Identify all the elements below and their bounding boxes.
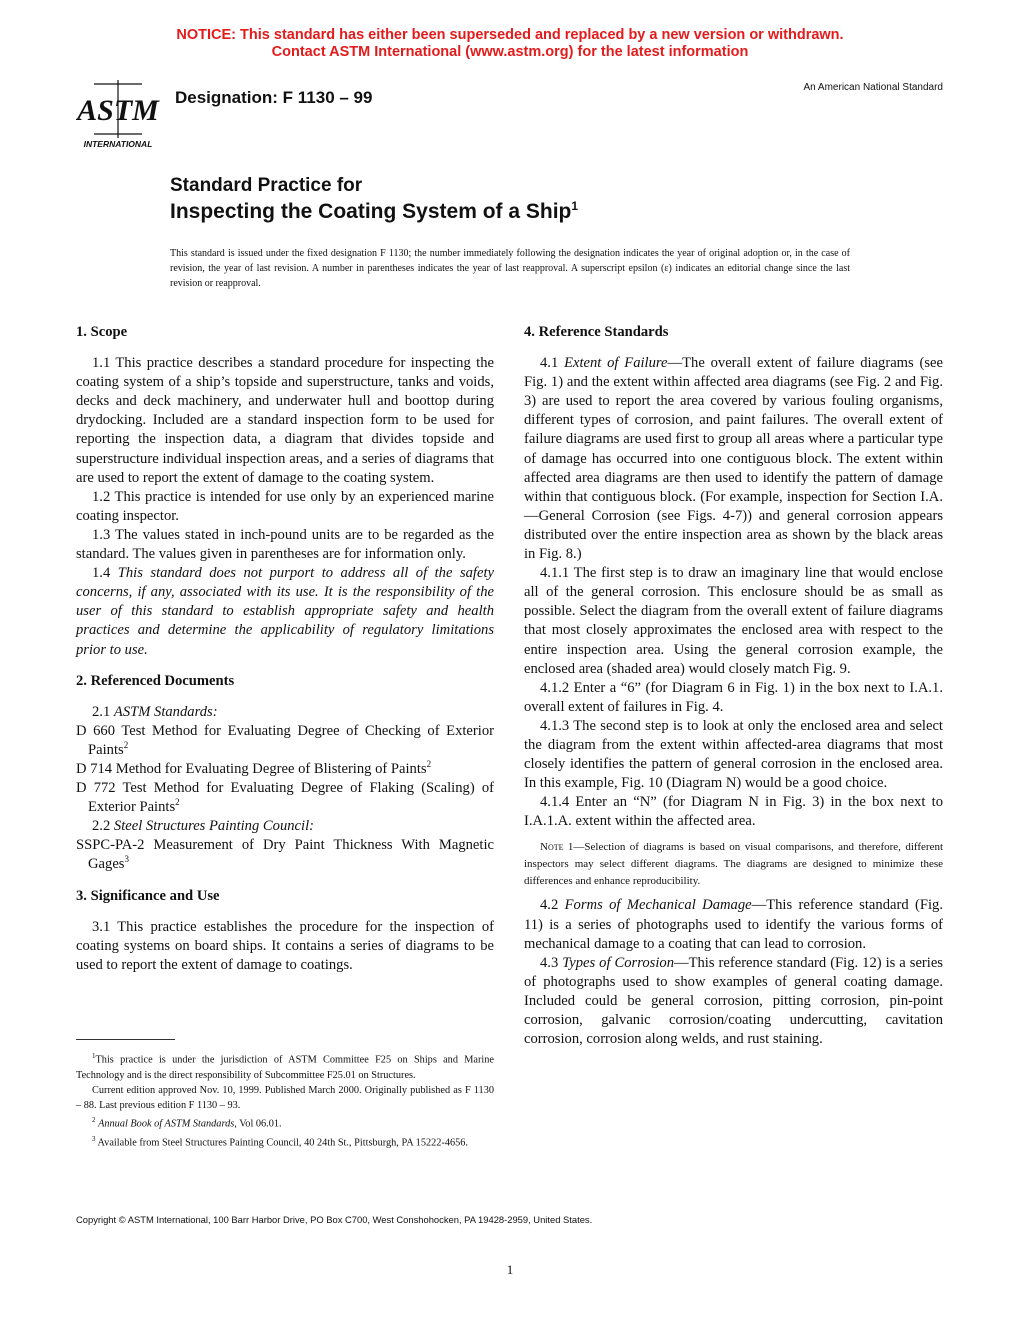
para-1-4-num: 1.4	[92, 565, 111, 582]
title-footnote-ref: 1	[571, 199, 579, 213]
note-1-label: Note 1	[540, 841, 574, 854]
sspc-label: Steel Structures Painting Council:	[113, 818, 315, 835]
para-4-1-2: 4.1.2 Enter a “6” (for Diagram 6 in Fig. 1) in the box next to I.A.1. overall extent of failures in Fig. 4.	[524, 679, 943, 715]
footnote-2-label: Annual Book of ASTM Standards	[98, 1118, 235, 1130]
section-3-heading: 3. Significance and Use	[76, 887, 220, 904]
para-1-3: 1.3 The values stated in inch-pound units are to be regarded as the standard. The values given in parentheses are for information only.	[76, 526, 494, 563]
footnote-2-text: , Vol 06.01.	[234, 1118, 282, 1130]
reference-d772-text: D 772 Test Method for Evaluating Degree of Flaking (Scaling) of Exterior Paints	[76, 780, 494, 816]
astm-logo-icon	[76, 76, 160, 150]
para-2-1-num: 2.1	[92, 703, 111, 720]
para-4-1-text: —The overall extent of failure diagrams (see Fig. 1) and the extent within affected area diagrams (see Fig. 2 and Fig. 3) are used to report the area covered by various fouling organisms, different types of corrosion, and paint failures. The overall extent of failure diagrams are used first to group all areas where a particular type of damage has occurred into one contiguous block. The extent within affected area diagrams are then used to identify the pattern of damage within that contiguous block. (For example, inspection for Section I.A.—General Corrosion (see Figs. 4-7)) and general corrosion appears distributed over the entire inspection area as shown by the black areas in Fig. 8.)	[524, 355, 944, 563]
american-national-standard-label: An American National Standard	[803, 82, 943, 93]
para-4-3-num: 4.3	[540, 954, 559, 971]
reference-d660-sup: 2	[123, 740, 129, 751]
reference-d714-text: D 714 Method for Evaluating Degree of Blistering of Paints	[76, 760, 427, 777]
footnotes	[76, 1049, 494, 1150]
para-4-2	[524, 896, 943, 953]
title-text: Inspecting the Coating System of a Ship	[170, 200, 572, 223]
para-4-2-num: 4.2	[540, 897, 559, 914]
reference-d714-sup: 2	[426, 759, 432, 770]
right-column	[524, 323, 943, 1049]
para-1-4-text: This standard does not purport to address all of the safety concerns, if any, associated with its use. It is the responsibility of the user of this standard to establish appropriate safety and health practices and determine the applicability of regulatory limitations prior to use.	[76, 565, 494, 658]
section-2-heading: 2. Referenced Documents	[76, 672, 235, 689]
para-1-2: 1.2 This practice is intended for use only by an experienced marine coating inspector.	[76, 488, 494, 524]
para-4-1-num: 4.1	[540, 355, 559, 372]
reference-d772-sup: 2	[175, 797, 180, 808]
para-2-2	[76, 817, 494, 836]
reference-sspc-pa2-sup: 3	[124, 854, 129, 865]
notice-line-2: Contact ASTM International (www.astm.org) for the latest information	[271, 44, 749, 60]
reference-sspc-pa2	[76, 836, 494, 874]
footnote-1	[76, 1049, 494, 1083]
note-1-text: —Selection of diagrams is based on visual comparisons, and therefore, different inspectors may select different diagrams. The diagrams are designed to minimize these differences and enhance reproducibility.	[524, 841, 944, 888]
para-4-3	[524, 954, 943, 1049]
logo-text: ASTM	[77, 94, 159, 127]
footnote-3-marker: 3	[92, 1134, 96, 1143]
reference-sspc-pa2-text: SSPC-PA-2 Measurement of Dry Paint Thickness With Magnetic Gages	[76, 837, 494, 873]
para-2-2-num: 2.2	[92, 818, 111, 835]
footnote-divider	[76, 1039, 175, 1040]
para-1-4	[76, 564, 494, 659]
para-1-1: 1.1 This practice describes a standard procedure for inspecting the coating system of a ship’s topside and superstructure, tanks and voids, decks and deck machinery, and underwater hull and boottop during drydocking. Included are a standard inspection form to be used for reporting the inspection data, a diagram that divides topside and superstructure individual inspection areas, and a series of diagrams that are used to report the extent of damage to the coating system.	[76, 355, 494, 486]
notice-line-1: NOTICE: This standard has either been superseded and replaced by a new version or withdrawn.	[176, 27, 844, 43]
types-of-corrosion-label: Types of Corrosion	[562, 954, 674, 971]
para-4-1	[524, 354, 943, 564]
para-4-1-4: 4.1.4 Enter an “N” (for Diagram N in Fig. 3) in the box next to I.A.1.A. extent within the affected area.	[524, 794, 943, 830]
copyright: Copyright © ASTM International, 100 Barr Harbor Drive, PO Box C700, West Conshohocken, PA 19428-2959, United States.	[76, 1214, 593, 1225]
reference-d660	[76, 722, 494, 760]
reference-d772	[76, 779, 494, 817]
extent-of-failure-label: Extent of Failure	[564, 355, 668, 372]
footnote-3	[76, 1132, 494, 1151]
footnote-2	[76, 1113, 494, 1132]
para-4-3-text: —This reference standard (Fig. 12) is a series of photographs used to show examples of general coating damage. Included could be general corrosion, pitting corrosion, pin-point corrosion, galvanic corrosion/coating undercutting, cavitation corrosion, corrosion along welds, and rust staining.	[524, 954, 943, 1048]
title-line-1: Standard Practice for	[170, 175, 363, 196]
left-column	[76, 323, 494, 975]
section-4-heading: 4. Reference Standards	[524, 324, 669, 340]
footnote-1-edition: Current edition approved Nov. 10, 1999. Published March 2000. Originally published as F 1130 – 88. Last previous edition F 1130 – 93.	[76, 1084, 494, 1112]
issued-note: This standard is issued under the fixed designation F 1130; the number immediately following the designation indicates the year of original adoption or, in the case of revision, the year of last revision. A number in parentheses indicates the year of last reapproval. A superscript epsilon (ε) indicates an editorial change since the last revision or reapproval.	[170, 248, 850, 290]
title-line-2	[170, 199, 578, 224]
footnote-2-marker: 2	[92, 1116, 96, 1125]
note-1	[524, 839, 943, 890]
supersede-notice	[0, 27, 1020, 61]
para-4-1-1: 4.1.1 The first step is to draw an imaginary line that would enclose all of the general corrosion. This enclosure should be as small as possible. Select the diagram from the overall extent of failure diagrams that most closely approximates the enclosed area with respect to the entire inspection area. Using the general corrosion example, the enclosed area (shaded area) would closely match Fig. 9.	[524, 565, 943, 677]
footnote-1-text: This practice is under the jurisdiction of ASTM Committee F25 on Ships and Marine Technology and is the direct responsibility of Subcommittee F25.01 on Structures.	[76, 1054, 494, 1081]
reference-d660-text: D 660 Test Method for Evaluating Degree of Checking of Exterior Paints	[76, 722, 494, 758]
para-3-1: 3.1 This practice establishes the procedure for the inspection of coating systems on board ships. It contains a series of diagrams to be used to report the extent of damage to coatings.	[76, 918, 494, 973]
para-4-2-text: —This reference standard (Fig. 11) is a series of photographs used to identify the various forms of mechanical damage to a coating that can lead to corrosion.	[524, 897, 943, 952]
designation: Designation: F 1130 – 99	[175, 88, 373, 107]
astm-standards-label: ASTM Standards:	[113, 703, 218, 720]
para-2-1	[76, 703, 494, 722]
footnote-3-text: Available from Steel Structures Painting Council, 40 24th St., Pittsburgh, PA 15222-4656.	[97, 1137, 469, 1149]
mechanical-damage-label: Forms of Mechanical Damage	[564, 897, 752, 914]
reference-d714	[76, 760, 494, 779]
footnote-1-marker: 1	[92, 1052, 96, 1060]
page-number: 1	[506, 1262, 514, 1277]
section-1-heading: 1. Scope	[76, 324, 128, 340]
logo-subtext: INTERNATIONAL	[83, 139, 153, 149]
para-4-1-3: 4.1.3 The second step is to look at only the enclosed area and select the diagram from the extent within affected-area diagrams that most closely identifies the pattern of general corrosion in the enclosed area. In this example, Fig. 10 (Diagram N) would be a good choice.	[524, 717, 943, 792]
